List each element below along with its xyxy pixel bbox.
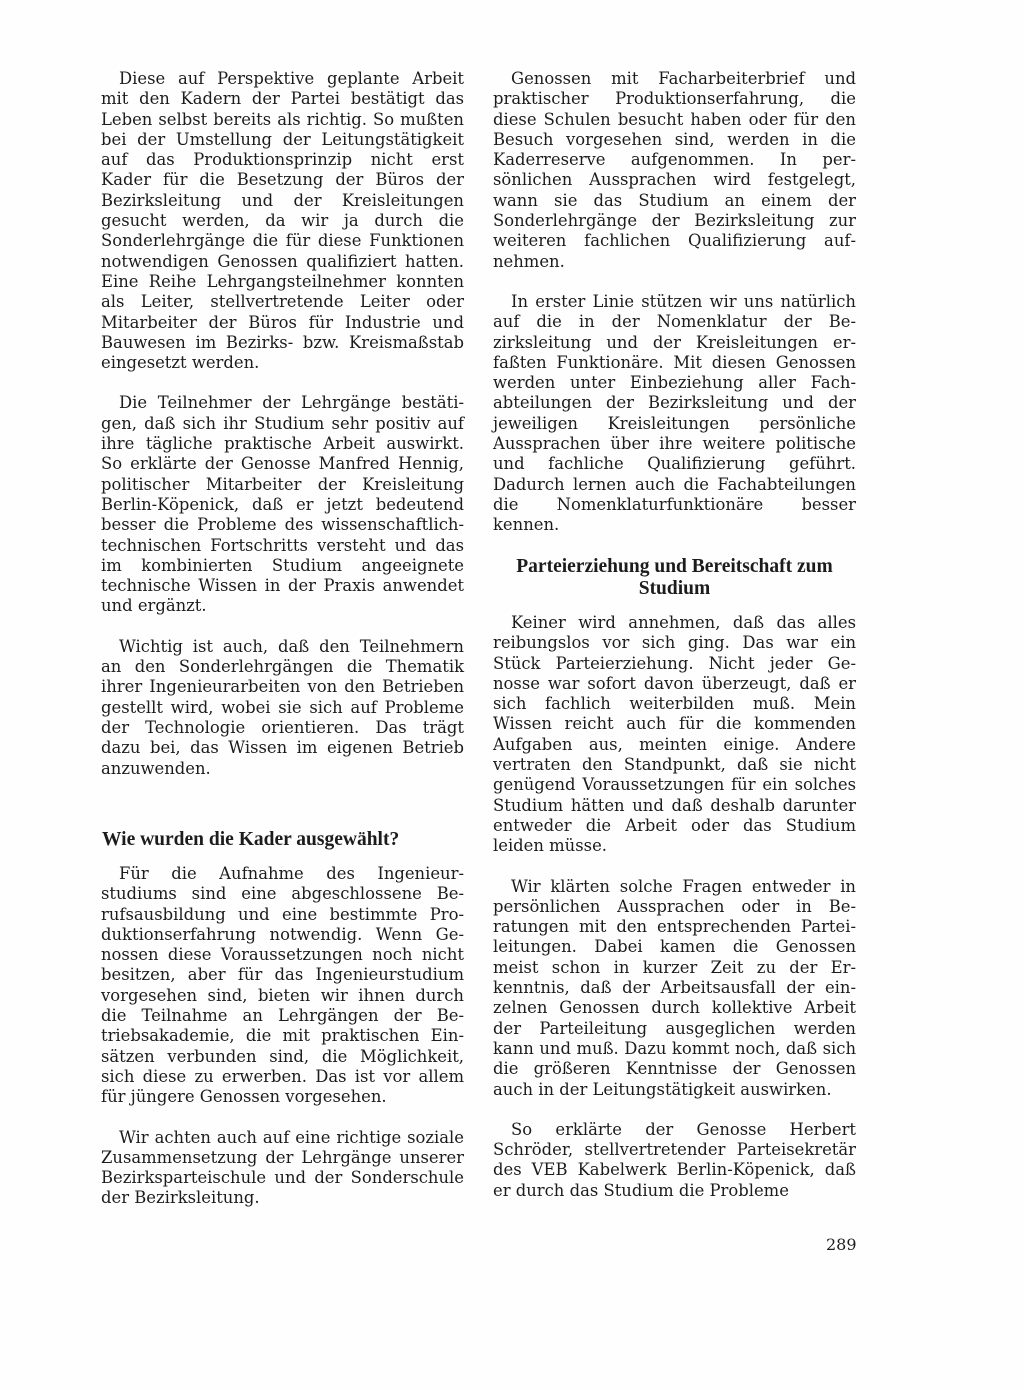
- left-column: [101, 69, 464, 799]
- right-paragraph-3: Keiner wird annehmen, daß das alles reibungslos vor sich ging. Das war ein Stück Parteierziehung. Nicht jeder Genosse war sofort davon überzeugt, daß er sich fachlich weiterbilden muß. Mein Wissen reicht auch für die kommenden Aufgaben aus, meinten einige. Andere vertraten den Standpunkt, daß sie nicht genügend Voraussetzungen für ein solches Studium hätten und daß deshalb darunter entweder die Arbeit oder das Studium leiden müsse.: [493, 613, 856, 856]
- left-paragraph-2: Die Teilnehmer der Lehrgänge bestätigen, daß sich ihr Studium sehr positiv auf ihre tägliche praktische Arbeit auswirkt. So erklärte der Genosse Manfred Hennig, politischer Mitarbeiter der Kreisleitung Berlin-Köpenick, daß er jetzt bedeutend besser die Probleme des wissenschaftlich-technischen Fortschritts versteht und das im kombinierten Studium angeeignete technische Wissen in der Praxis anwendet und ergänzt.: [101, 393, 464, 616]
- left-paragraph-5: Wir achten auch auf eine richtige soziale Zusammensetzung der Lehrgänge unserer Bezirksparteischule und der Sonderschule der Bezirksleitung.: [101, 1127, 464, 1208]
- left-paragraph-1: Diese auf Perspektive geplante Arbeit mit den Kadern der Partei bestätigt das Leben selbst bereits als richtig. So mußten bei der Umstellung der Leitungstätigkeit auf das Produktionsprinzip nicht erst Kader für die Besetzung der Büros der Bezirksleitung und der Kreisleitungen gesucht werden, da wir ja durch die Sonderlehrgänge die für diese Funktionen notwendigen Genossen qualifiziert hatten. Eine Reihe Lehrgangsteilnehmer konnten als Leiter, stellvertretende Leiter oder Mitarbeiter der Büros für Industrie und Bauwesen im Bezirks- bzw. Kreismaßstab eingesetzt werden.: [101, 69, 464, 373]
- left-paragraph-3: Wichtig ist auch, daß den Teilnehmern an den Sonderlehrgängen die Thematik ihrer Ingenieurarbeiten von den Betrieben gestellt wird, wobei sie sich auf Probleme der Technologie orientieren. Das trägt dazu bei, das Wissen im eigenen Betrieb anzuwenden.: [101, 636, 464, 778]
- page-number: 289: [826, 1235, 857, 1254]
- section-heading-parteierziehung: Parteierziehung und Bereitschaft zum Studium: [516, 556, 833, 599]
- section-heading-kader: Wie wurden die Kader ausgewählt?: [102, 829, 400, 850]
- right-paragraph-2: In erster Linie stützen wir uns natürlich auf die in der Nomenklatur der Bezirksleitung und der Kreisleitungen erfaßten Funktionäre. Mit diesen Genossen werden unter Einbeziehung aller Fachabteilungen der Bezirksleitung und der jeweiligen Kreisleitungen persönliche Aussprachen über ihre weitere politische und fachliche Qualifizierung geführt. Dadurch lernen auch die Fachabteilungen die Nomenklaturfunktionäre besser kennen.: [493, 291, 856, 535]
- right-column: [493, 69, 856, 556]
- right-paragraph-1: Genossen mit Facharbeiterbrief und praktischer Produktionserfahrung, die diese Schulen besucht haben oder für den Besuch vorgesehen sind, werden in die Kaderreserve aufgenommen. In persönlichen Aussprachen wird festgelegt, wann sie das Studium an einem der Sonderlehrgänge der Bezirksleitung zur weiteren fachlichen Qualifizierung aufnehmen.: [493, 69, 856, 271]
- right-column-lower: [493, 613, 856, 1221]
- left-column-lower: [101, 864, 464, 1229]
- right-paragraph-4: Wir klärten solche Fragen entweder in persönlichen Aussprachen oder in Beratungen mit den entsprechenden Parteileitungen. Dabei kamen die Genossen meist schon in kurzer Zeit zu der Erkenntnis, daß der Arbeitsausfall der einzelnen Genossen durch kollektive Arbeit der Parteileitung ausgeglichen werden kann und muß. Dazu kommt noch, daß sich die größeren Kenntnisse der Genossen auch in der Leitungstätigkeit auswirken.: [493, 876, 856, 1099]
- left-paragraph-4: Für die Aufnahme des Ingenieurstudiums sind eine abgeschlossene Berufsausbildung und eine bestimmte Produktionserfahrung notwendig. Wenn Genossen diese Voraussetzungen noch nicht besitzen, aber für das Ingenieurstudium vorgesehen sind, bieten wir ihnen durch die Teilnahme an Lehrgängen der Betriebsakademie, die mit praktischen Einsätzen verbunden sind, die Möglichkeit, sich diese zu erwerben. Das ist vor allem für jüngere Genossen vorgesehen.: [101, 864, 464, 1107]
- right-paragraph-5: So erklärte der Genosse Herbert Schröder, stellvertretender Parteisekretär des VEB Kabelwerk Berlin-Köpenick, daß er durch das Studium die Probleme: [493, 1119, 856, 1200]
